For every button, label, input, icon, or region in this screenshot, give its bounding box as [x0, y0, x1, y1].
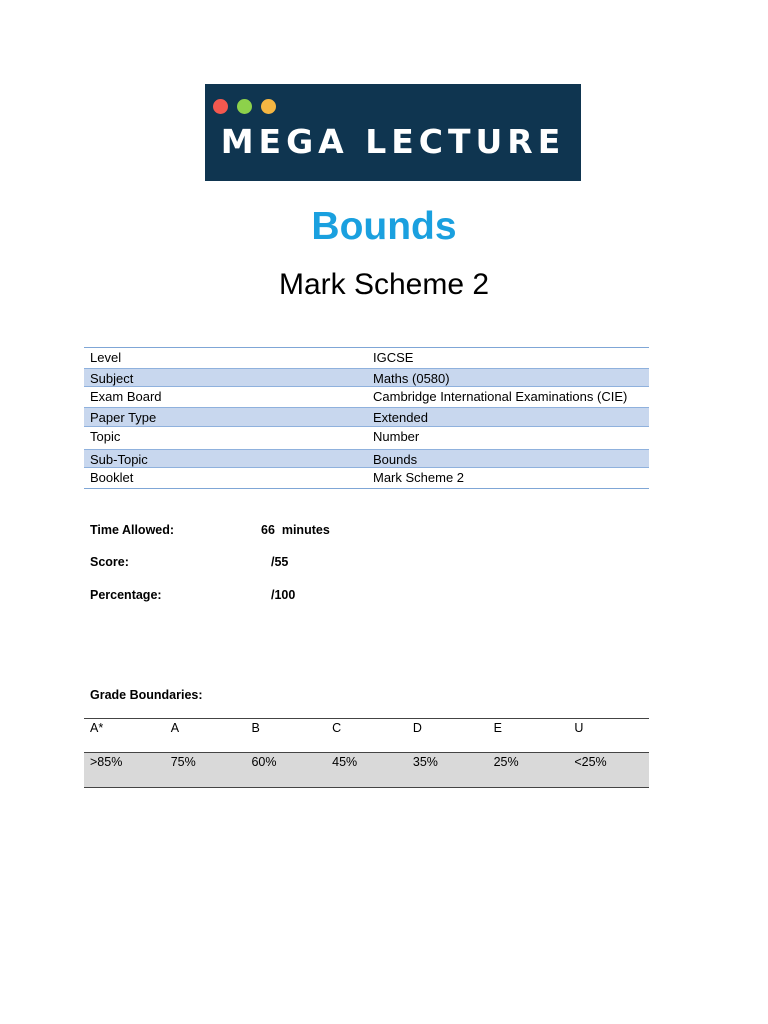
grade-percentage: 25%: [493, 755, 519, 769]
info-value: Cambridge International Examinations (CIE): [373, 389, 628, 405]
info-row-level: [84, 348, 649, 368]
grade-label: D: [412, 721, 422, 735]
document-title: Bounds: [311, 205, 457, 248]
grade-percentage-row: [84, 753, 649, 788]
grade-boundaries-table: [84, 718, 649, 788]
info-row-exam-board: [84, 387, 649, 407]
info-value: Maths (0580): [373, 370, 450, 386]
grade-percentage: 45%: [332, 755, 358, 769]
info-row-booklet: [84, 468, 649, 488]
info-value: IGCSE: [373, 350, 414, 365]
info-row-sub-topic: [84, 449, 649, 469]
yellow-dot-icon: [261, 99, 276, 114]
grade-percentage: 35%: [412, 755, 438, 769]
info-value: Bounds: [373, 451, 418, 467]
info-key: Exam Board: [90, 389, 162, 405]
grade-label: U: [574, 721, 584, 735]
info-key: Subject: [90, 370, 134, 386]
grade-boundaries-title: Grade Boundaries:: [90, 688, 203, 702]
green-dot-icon: [237, 99, 252, 114]
grade-percentage: <25%: [574, 755, 607, 769]
time-allowed-value: 66 minutes: [261, 523, 330, 537]
grade-percentage: 60%: [251, 755, 277, 769]
info-key: Topic: [90, 428, 121, 444]
document-subtitle: Mark Scheme 2: [278, 268, 490, 301]
percentage-label: Percentage:: [90, 588, 162, 602]
logo-text: MEGA LECTURE: [220, 122, 566, 161]
info-value: Mark Scheme 2: [373, 470, 465, 486]
grade-header-row: [84, 718, 649, 753]
grade-label: E: [493, 721, 502, 735]
info-key: Level: [90, 350, 122, 365]
info-row-subject: [84, 368, 649, 388]
info-row-topic: [84, 427, 649, 449]
grade-percentage: >85%: [90, 755, 123, 769]
info-value: Number: [373, 428, 420, 444]
grade-label: C: [332, 721, 342, 735]
score-value: /55: [271, 555, 289, 569]
grade-label: A: [170, 721, 180, 735]
info-table: [84, 347, 649, 489]
mega-lecture-logo: [205, 84, 581, 181]
red-dot-icon: [213, 99, 228, 114]
grade-label: B: [251, 721, 260, 735]
percentage-value: /100: [271, 588, 296, 602]
grade-percentage: 75%: [170, 755, 196, 769]
info-value: Extended: [373, 410, 428, 426]
info-key: Booklet: [90, 470, 134, 486]
grade-label: A*: [90, 721, 104, 735]
time-allowed-label: Time Allowed:: [90, 523, 175, 537]
info-key: Sub-Topic: [90, 451, 148, 467]
score-label: Score:: [90, 555, 129, 569]
info-key: Paper Type: [90, 410, 157, 426]
info-row-paper-type: [84, 407, 649, 427]
